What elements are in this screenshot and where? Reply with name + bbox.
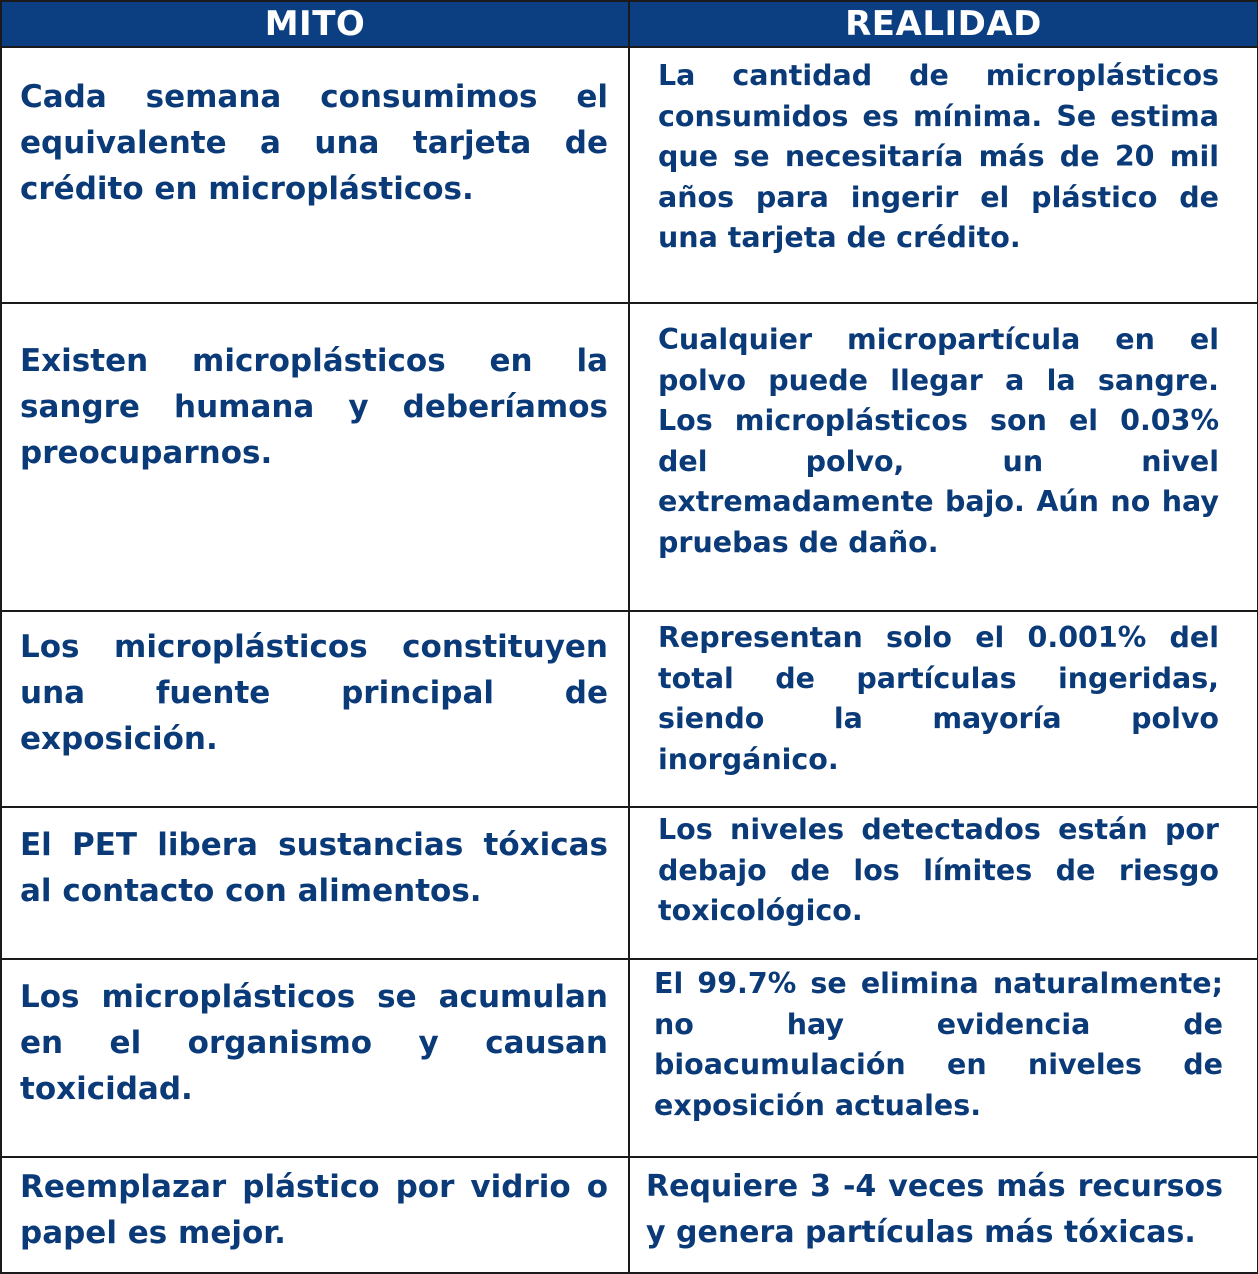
mito-text: El PET libera sustancias tóxicas al contacto con alimentos.: [20, 827, 608, 909]
mito-text: Cada semana consumimos el equivalente a una tarjeta de crédito en microplásticos.: [20, 79, 608, 207]
mito-cell: [1, 1157, 629, 1273]
table-row: [1, 47, 1258, 303]
realidad-cell: [629, 303, 1258, 611]
mito-text: Reemplazar plástico por vidrio o papel es mejor.: [20, 1169, 608, 1251]
realidad-text: Cualquier micropartícula en el polvo puede llegar a la sangre. Los microplásticos son el 0.03% del polvo, un nivel extremadamente bajo. Aún no hay pruebas de daño.: [658, 323, 1219, 559]
realidad-cell: [629, 1157, 1258, 1273]
realidad-cell: [629, 47, 1258, 303]
table-row: [1, 611, 1258, 807]
header-mito: MITO: [1, 1, 629, 47]
realidad-cell: [629, 807, 1258, 959]
table-row: [1, 1157, 1258, 1273]
mito-text: Los microplásticos constituyen una fuente principal de exposición.: [20, 629, 608, 757]
mito-text: Existen microplásticos en la sangre humana y deberíamos preocuparnos.: [20, 343, 608, 471]
mito-cell: [1, 959, 629, 1157]
realidad-text: Requiere 3 -4 veces más recursos y genera partículas más tóxicas.: [646, 1169, 1223, 1250]
mito-cell: [1, 303, 629, 611]
realidad-text: Los niveles detectados están por debajo de los límites de riesgo toxicológico.: [658, 813, 1219, 927]
mito-cell: [1, 47, 629, 303]
table-row: [1, 959, 1258, 1157]
table-row: [1, 303, 1258, 611]
mito-cell: [1, 807, 629, 959]
realidad-cell: [629, 959, 1258, 1157]
realidad-cell: [629, 611, 1258, 807]
table-row: [1, 807, 1258, 959]
mito-cell: [1, 611, 629, 807]
header-realidad: REALIDAD: [629, 1, 1258, 47]
realidad-text: Representan solo el 0.001% del total de partículas ingeridas, siendo la mayoría polvo inorgánico.: [658, 621, 1219, 776]
table-header-row: [1, 1, 1258, 47]
realidad-text: La cantidad de microplásticos consumidos es mínima. Se estima que se necesitaría más de 20 mil años para ingerir el plástico de una tarjeta de crédito.: [658, 59, 1219, 254]
mito-text: Los microplásticos se acumulan en el organismo y causan toxicidad.: [20, 979, 608, 1107]
realidad-text: El 99.7% se elimina naturalmente; no hay evidencia de bioacumulación en niveles de exposición actuales.: [654, 967, 1223, 1122]
